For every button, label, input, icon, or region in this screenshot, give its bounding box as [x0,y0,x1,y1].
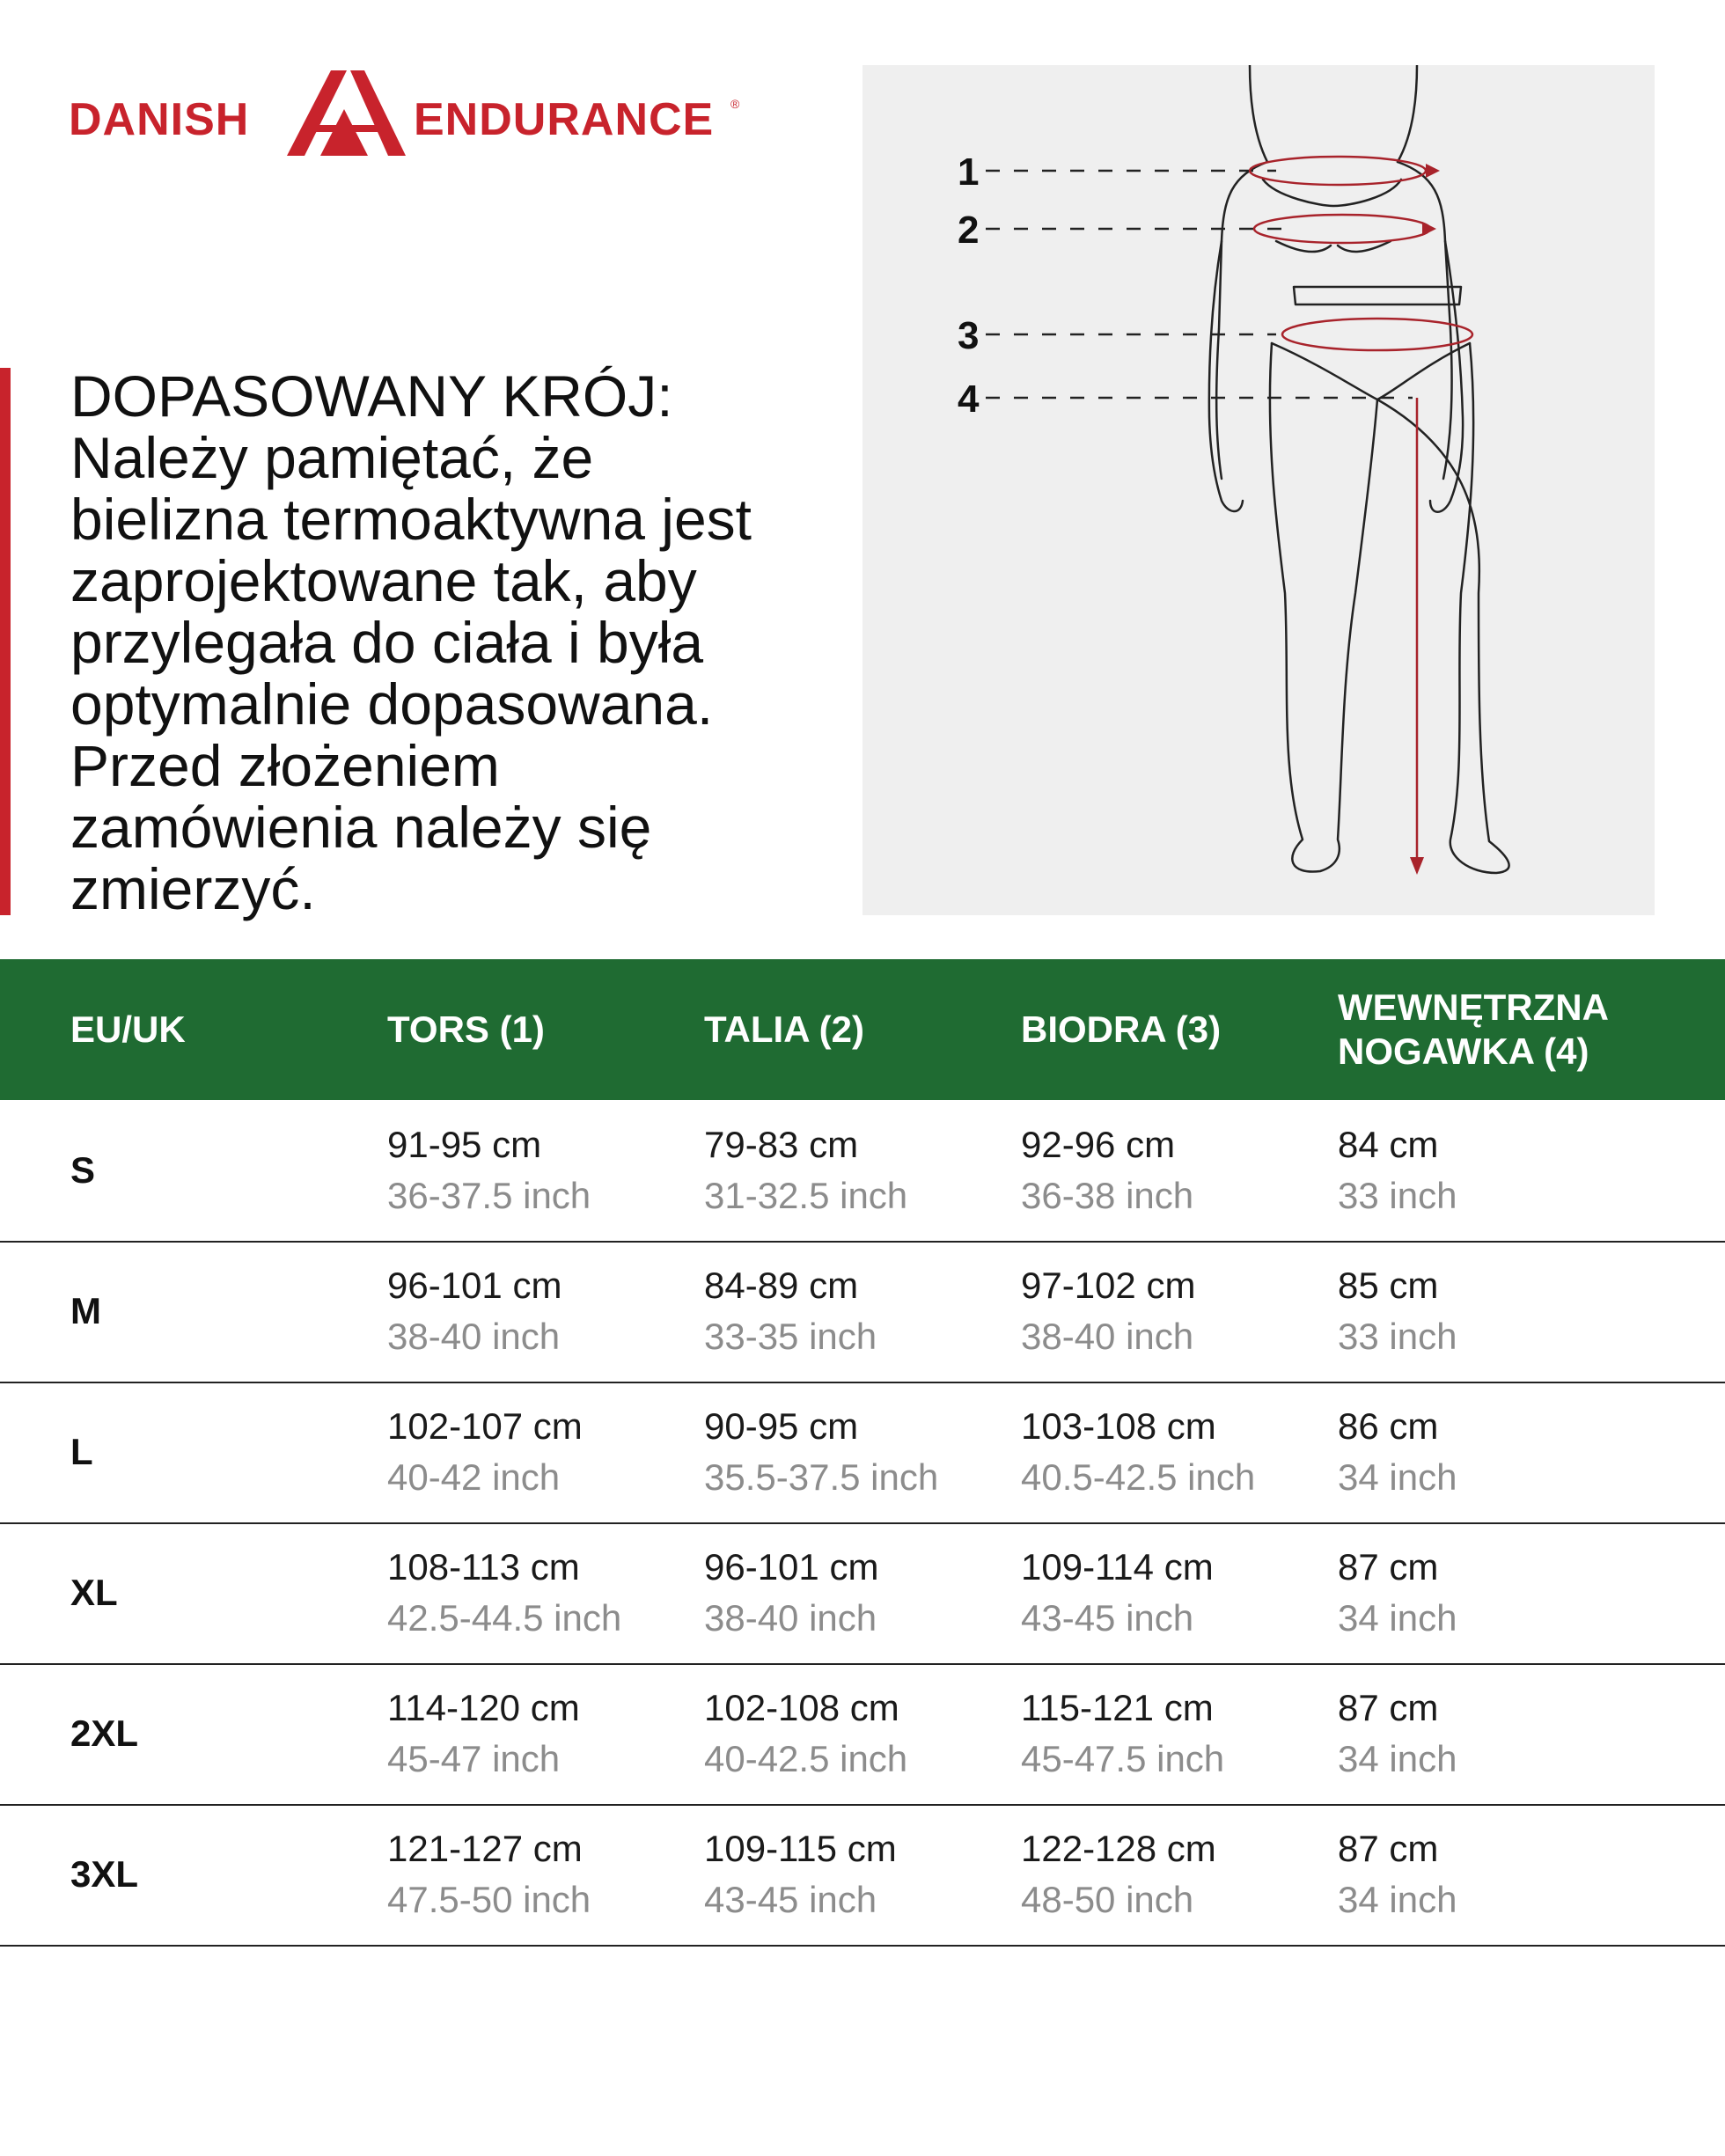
size-label: M [70,1290,101,1331]
inch-value: 36-38 inch [1021,1175,1194,1216]
inseam-cell [1338,1260,1457,1362]
col-inseam: WEWNĘTRZNA NOGAWKA (4) [1338,986,1609,1072]
table-row [0,1100,1725,1243]
hips-cell [1021,1542,1214,1644]
cm-value: 87 cm [1338,1546,1439,1588]
cm-value: 86 cm [1338,1405,1439,1447]
cm-value: 96-101 cm [704,1546,879,1588]
inseam-cell [1338,1683,1457,1785]
fit-line: Należy pamiętać, że [70,425,594,490]
col-size: EU/UK [70,1008,186,1050]
col-torso: TORS (1) [387,1008,545,1050]
inch-value: 48-50 inch [1021,1879,1194,1920]
size-label: L [70,1431,93,1472]
inch-value: 34 inch [1338,1738,1457,1779]
marker-4: 4 [958,378,980,421]
cm-value: 85 cm [1338,1265,1439,1306]
torso-cell [387,1823,591,1925]
inch-value: 45-47.5 inch [1021,1738,1225,1779]
cm-value: 91-95 cm [387,1124,542,1165]
cm-value: 97-102 cm [1021,1265,1196,1306]
brand-logo [69,63,746,160]
inch-value: 36-37.5 inch [387,1175,591,1216]
fit-line: DOPASOWANY KRÓJ: [70,363,673,429]
inseam-cell [1338,1119,1457,1221]
accent-bar [0,368,11,915]
size-label: 3XL [70,1853,139,1895]
inch-value: 38-40 inch [1021,1316,1194,1357]
table-row [0,1522,1725,1665]
cm-value: 103-108 cm [1021,1405,1216,1447]
torso-cell [387,1260,562,1362]
cm-value: 108-113 cm [387,1546,580,1588]
cm-value: 115-121 cm [1021,1687,1214,1728]
cm-value: 122-128 cm [1021,1828,1216,1869]
waist-cell [704,1683,907,1785]
mountain-logo-icon [269,63,410,160]
inch-value: 42.5-44.5 inch [387,1597,622,1639]
inseam-cell [1338,1542,1457,1644]
fit-line: Przed złożeniem [70,733,500,798]
cm-value: 92-96 cm [1021,1124,1176,1165]
inch-value: 33 inch [1338,1175,1457,1216]
inch-value: 43-45 inch [704,1879,877,1920]
inch-value: 35.5-37.5 inch [704,1456,939,1498]
size-label: S [70,1149,96,1191]
table-row [0,1241,1725,1383]
hips-cell [1021,1119,1193,1221]
inch-value: 40-42 inch [387,1456,561,1498]
cm-value: 114-120 cm [387,1687,580,1728]
fit-line: zmierzyć. [70,856,316,921]
inch-value: 40.5-42.5 inch [1021,1456,1256,1498]
waist-cell [704,1542,878,1644]
torso-cell [387,1542,621,1644]
size-label: 2XL [70,1712,139,1754]
marker-2: 2 [958,209,980,252]
table-row [0,1382,1725,1524]
torso-cell [387,1401,583,1503]
torso-cell [387,1683,580,1785]
cm-value: 79-83 cm [704,1124,859,1165]
table-row [0,1663,1725,1806]
cm-value: 87 cm [1338,1828,1439,1869]
cm-value: 96-101 cm [387,1265,562,1306]
waist-cell [704,1401,938,1503]
inch-value: 33-35 inch [704,1316,877,1357]
cm-value: 102-108 cm [704,1687,899,1728]
inch-value: 31-32.5 inch [704,1175,908,1216]
cm-value: 121-127 cm [387,1828,583,1869]
size-label: XL [70,1572,118,1613]
fit-description [70,365,862,920]
marker-3: 3 [958,314,980,357]
hips-cell [1021,1823,1216,1925]
inch-value: 47.5-50 inch [387,1879,591,1920]
inch-value: 43-45 inch [1021,1597,1194,1639]
fit-line: przylegała do ciała i była [70,610,704,675]
torso-cell [387,1119,591,1221]
measurement-figure [862,65,1655,915]
size-table-header [0,959,1725,1100]
brand-name-left: DANISH [69,94,250,145]
inch-value: 40-42.5 inch [704,1738,908,1779]
inch-value: 38-40 inch [387,1316,561,1357]
cm-value: 109-115 cm [704,1828,897,1869]
hips-cell [1021,1683,1224,1785]
cm-value: 102-107 cm [387,1405,583,1447]
cm-value: 109-114 cm [1021,1546,1214,1588]
cm-value: 84 cm [1338,1124,1439,1165]
fit-line: optymalnie dopasowana. [70,671,714,737]
inch-value: 34 inch [1338,1456,1457,1498]
inch-value: 38-40 inch [704,1597,877,1639]
inch-value: 45-47 inch [387,1738,561,1779]
inch-value: 33 inch [1338,1316,1457,1357]
waist-cell [704,1260,877,1362]
body-outline-illustration [862,65,1655,915]
cm-value: 87 cm [1338,1687,1439,1728]
inch-value: 34 inch [1338,1879,1457,1920]
cm-value: 84-89 cm [704,1265,859,1306]
waist-cell [704,1119,907,1221]
table-row [0,1804,1725,1947]
hips-cell [1021,1401,1255,1503]
brand-name-right: ENDURANCE [414,94,715,145]
col-hips: BIODRA (3) [1021,1008,1222,1050]
inseam-cell [1338,1401,1457,1503]
hips-cell [1021,1260,1195,1362]
marker-1: 1 [958,150,980,194]
fit-line: zaprojektowane tak, aby [70,548,697,613]
waist-cell [704,1823,897,1925]
fit-line: zamówienia należy się [70,795,652,860]
registered-mark: ® [730,97,740,111]
col-waist: TALIA (2) [704,1008,864,1050]
cm-value: 90-95 cm [704,1405,859,1447]
inseam-cell [1338,1823,1457,1925]
fit-line: bielizna termoaktywna jest [70,487,752,552]
inch-value: 34 inch [1338,1597,1457,1639]
